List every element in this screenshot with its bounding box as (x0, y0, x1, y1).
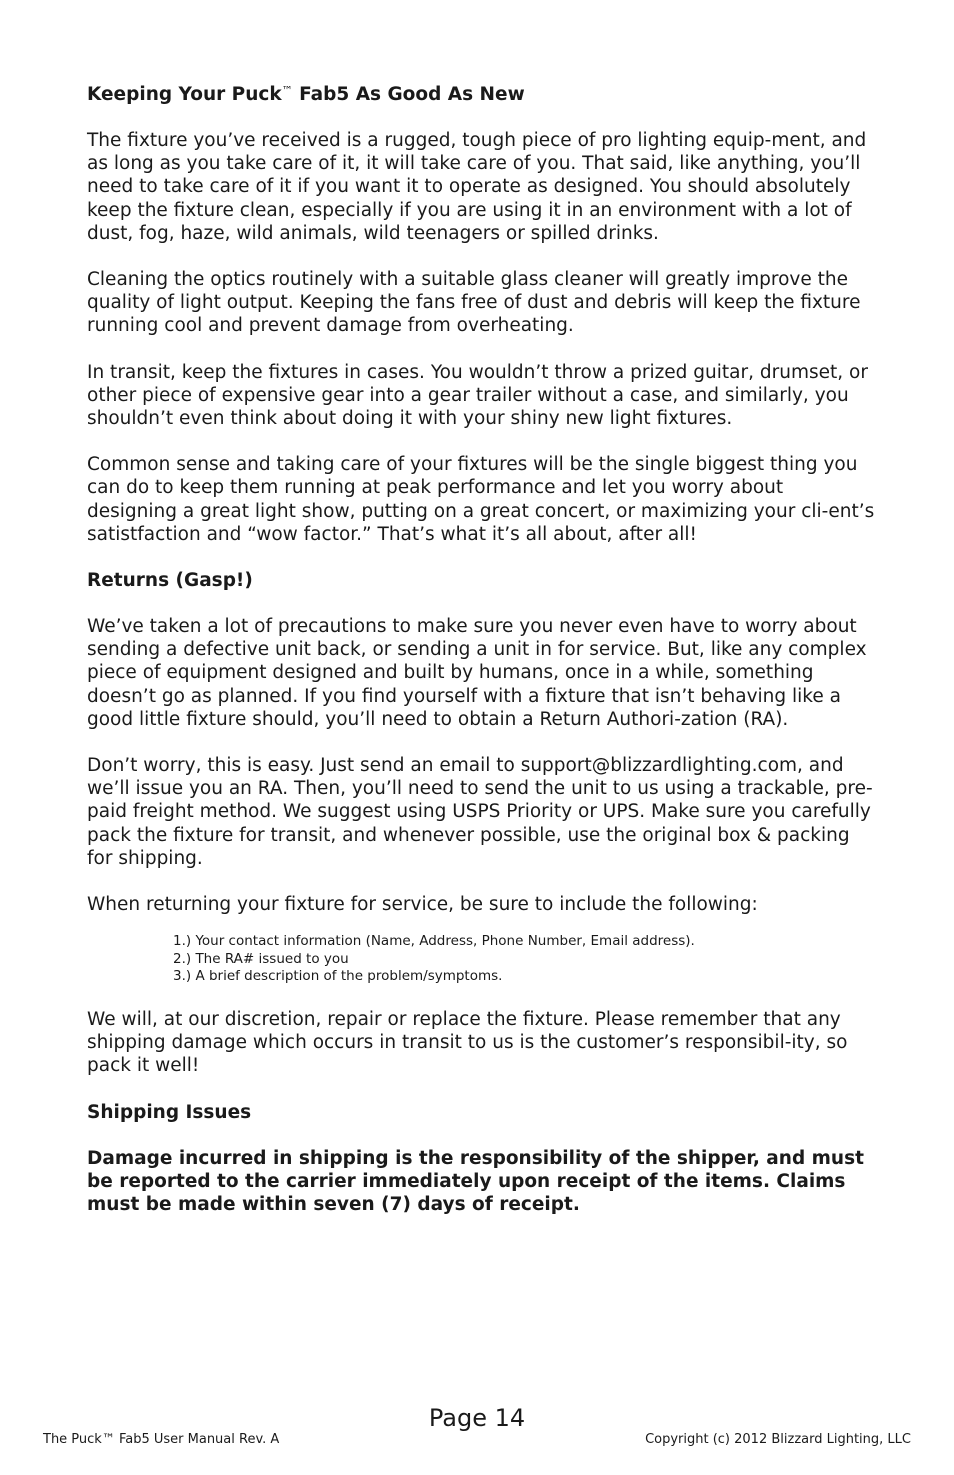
page-number: Page 14 (428, 1404, 526, 1432)
manual-page-content (87, 83, 877, 1216)
heading-prefix: Keeping Your Puck (87, 84, 282, 105)
section-heading-returns: Returns (Gasp!) (87, 570, 253, 592)
paragraph-support-email: Don’t worry, this is easy. Just send an email to support@blizzardlighting.com, and we’ll issue you an RA. Then, you’ll need to send the unit to us using a trackable, pre-paid freight method. We suggest using USPS Priority or UPS. Make sure you carefully pack the fixture for transit, and whenever possible, use the original box & packing for shipping. (87, 755, 873, 869)
list-item: 1.) Your contact information (Name, Address, Phone Number, Email address). (173, 933, 695, 950)
paragraph-repair-replace: We will, at our discretion, repair or replace the fixture. Please remember that any shipping damage which occurs in transit to us is the customer’s responsibil-ity, so pack it well! (87, 1009, 848, 1077)
paragraph-transit-cases: In transit, keep the fixtures in cases. You wouldn’t throw a prized guitar, drumset, or other piece of expensive gear into a gear trailer without a case, and similarly, you shouldn’t even think about doing it with your shiny new light fixtures. (87, 361, 868, 430)
section-heading-shipping: Shipping Issues (87, 1101, 252, 1123)
paragraph-rugged-fixture: The fixture you’ve received is a rugged, tough piece of pro lighting equip-ment, and as long as you take care of it, it will take care of you. That said, like anything, you’ll need to take care of it if you want it to operate as designed. You should absolutely keep the fixture clean, especially if you are using it in an environment with a lot of dust, fog, haze, wild animals, wild teenagers or spilled drinks. (87, 130, 867, 244)
trademark-symbol: ™ (281, 84, 293, 97)
list-item: 3.) A brief description of the problem/symptoms. (173, 968, 503, 985)
heading-suffix: Fab5 As Good As New (292, 84, 525, 105)
paragraph-common-sense: Common sense and taking care of your fixtures will be the single biggest thing you can do to keep them running at peak performance and let you worry about designing a great light show, putting on a great concert, or maximizing your cli-ent’s satistfaction and “wow factor.” That’s what it’s all about, after all! (87, 454, 875, 545)
list-item: 2.) The RA# issued to you (173, 950, 349, 967)
paragraph-cleaning-optics: Cleaning the optics routinely with a suitable glass cleaner will greatly improve the quality of light output. Keeping the fans free of dust and debris will keep the fixture running cool and prevent damage from overheating. (87, 269, 861, 337)
return-requirements-list (173, 933, 877, 986)
footer-manual-title: The Puck™ Fab5 User Manual Rev. A (43, 1432, 280, 1447)
shipping-damage-notice: Damage incurred in shipping is the responsibility of the shipper, and must be reported to the carrier immediately upon receipt of the items. Claims must be made within seven (7) days of receipt. (87, 1147, 864, 1216)
footer-copyright: Copyright (c) 2012 Blizzard Lighting, LLC (645, 1432, 911, 1447)
section-heading-keeping (87, 83, 877, 106)
paragraph-precautions: We’ve taken a lot of precautions to make sure you never even have to worry about sending a defective unit back, or sending a unit in for service. But, like any complex piece of equipment designed and built by humans, once in a while, something doesn’t go as planned. If you find yourself with a fixture that isn’t behaving like a good little fixture should, you’ll need to obtain a Return Authori-zation (RA). (87, 616, 867, 730)
paragraph-include-following: When returning your fixture for service, be sure to include the following: (87, 894, 758, 916)
